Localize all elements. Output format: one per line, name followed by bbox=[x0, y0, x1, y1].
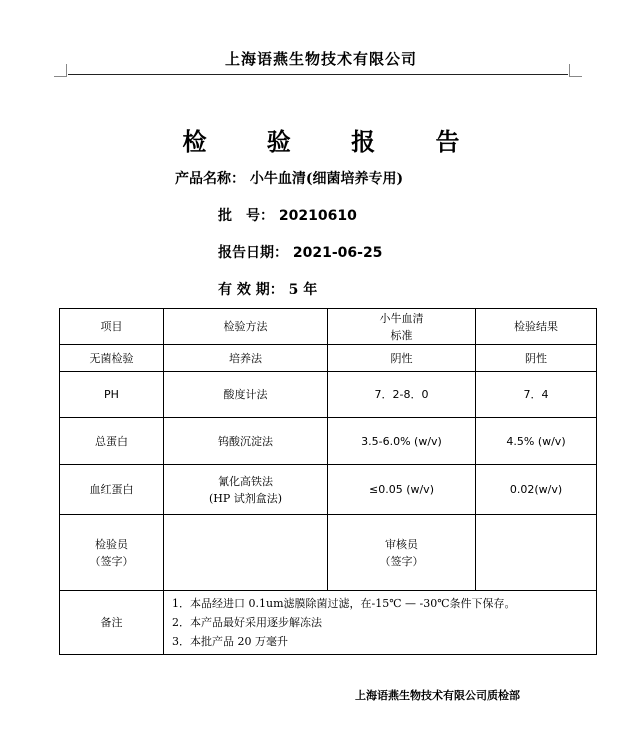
row-method bbox=[164, 465, 328, 515]
row-result: 0.02(w/v) bbox=[476, 465, 597, 515]
note-line: 3．本批产品 20 万毫升 bbox=[172, 635, 288, 648]
reviewer-label: 审核员 bbox=[385, 537, 418, 551]
header-method: 检验方法 bbox=[164, 309, 328, 345]
header-standard-line2: 标准 bbox=[390, 328, 413, 342]
row-item: PH bbox=[60, 372, 164, 418]
table-row bbox=[60, 465, 597, 515]
row-method: 培养法 bbox=[164, 345, 328, 372]
validity-line bbox=[218, 279, 317, 299]
row-standard: 阴性 bbox=[328, 345, 476, 372]
row-result: 7．4 bbox=[476, 372, 597, 418]
inspector-cell bbox=[60, 515, 164, 591]
inspector-sign: （签字） bbox=[89, 554, 134, 568]
header-rule bbox=[68, 74, 568, 75]
row-method-line2: (HP 试剂盒法) bbox=[208, 491, 283, 505]
report-date-line bbox=[218, 242, 382, 262]
product-name-line bbox=[175, 168, 403, 188]
crop-mark-right bbox=[569, 64, 582, 77]
table-row bbox=[60, 418, 597, 465]
signature-row bbox=[60, 515, 597, 591]
date-value: 2021-06-25 bbox=[292, 245, 383, 261]
inspector-label: 检验员 bbox=[95, 537, 128, 551]
note-line: 1．本品经进口 0.1um滤膜除菌过滤，在-15℃ — -30℃条件下保存。 bbox=[172, 597, 516, 610]
notes-label: 备注 bbox=[60, 591, 164, 655]
row-item: 血红蛋白 bbox=[60, 465, 164, 515]
batch-line bbox=[218, 205, 357, 225]
row-method: 钨酸沉淀法 bbox=[164, 418, 328, 465]
reviewer-signature-field bbox=[476, 515, 597, 591]
row-standard: 3.5-6.0% (w/v) bbox=[328, 418, 476, 465]
note-line: 2．本产品最好采用逐步解冻法 bbox=[172, 616, 322, 629]
inspection-table bbox=[59, 308, 597, 655]
notes-content bbox=[164, 591, 597, 655]
reviewer-cell bbox=[328, 515, 476, 591]
table-header-row bbox=[60, 309, 597, 345]
report-title: 检 验 报 告 bbox=[182, 127, 486, 156]
row-method: 酸度计法 bbox=[164, 372, 328, 418]
notes-row bbox=[60, 591, 597, 655]
row-item: 无菌检验 bbox=[60, 345, 164, 372]
product-value: 小牛血清(细菌培养专用) bbox=[249, 171, 404, 187]
table-row bbox=[60, 372, 597, 418]
header-item: 项目 bbox=[60, 309, 164, 345]
reviewer-sign: （签字） bbox=[379, 554, 424, 568]
product-label: 产品名称： bbox=[175, 171, 245, 187]
row-result: 阴性 bbox=[476, 345, 597, 372]
header-standard bbox=[328, 309, 476, 345]
date-label: 报告日期： bbox=[218, 245, 288, 261]
row-item: 总蛋白 bbox=[60, 418, 164, 465]
footer-department: 上海语燕生物技术有限公司质检部 bbox=[355, 689, 520, 702]
validity-value: 5 年 bbox=[288, 282, 318, 298]
inspector-signature-field bbox=[164, 515, 328, 591]
header-standard-line1: 小牛血清 bbox=[379, 311, 424, 325]
validity-label: 有 效 期： bbox=[218, 282, 284, 298]
row-standard: 7．2-8．0 bbox=[328, 372, 476, 418]
company-header: 上海语燕生物技术有限公司 bbox=[224, 50, 417, 68]
row-standard: ≤0.05 (w/v) bbox=[328, 465, 476, 515]
table-row bbox=[60, 345, 597, 372]
batch-label: 批 号： bbox=[218, 208, 274, 224]
header-result: 检验结果 bbox=[476, 309, 597, 345]
batch-value: 20210610 bbox=[278, 208, 357, 224]
row-result: 4.5% (w/v) bbox=[476, 418, 597, 465]
row-method-line1: 氰化高铁法 bbox=[218, 474, 273, 488]
crop-mark-left bbox=[54, 64, 67, 77]
